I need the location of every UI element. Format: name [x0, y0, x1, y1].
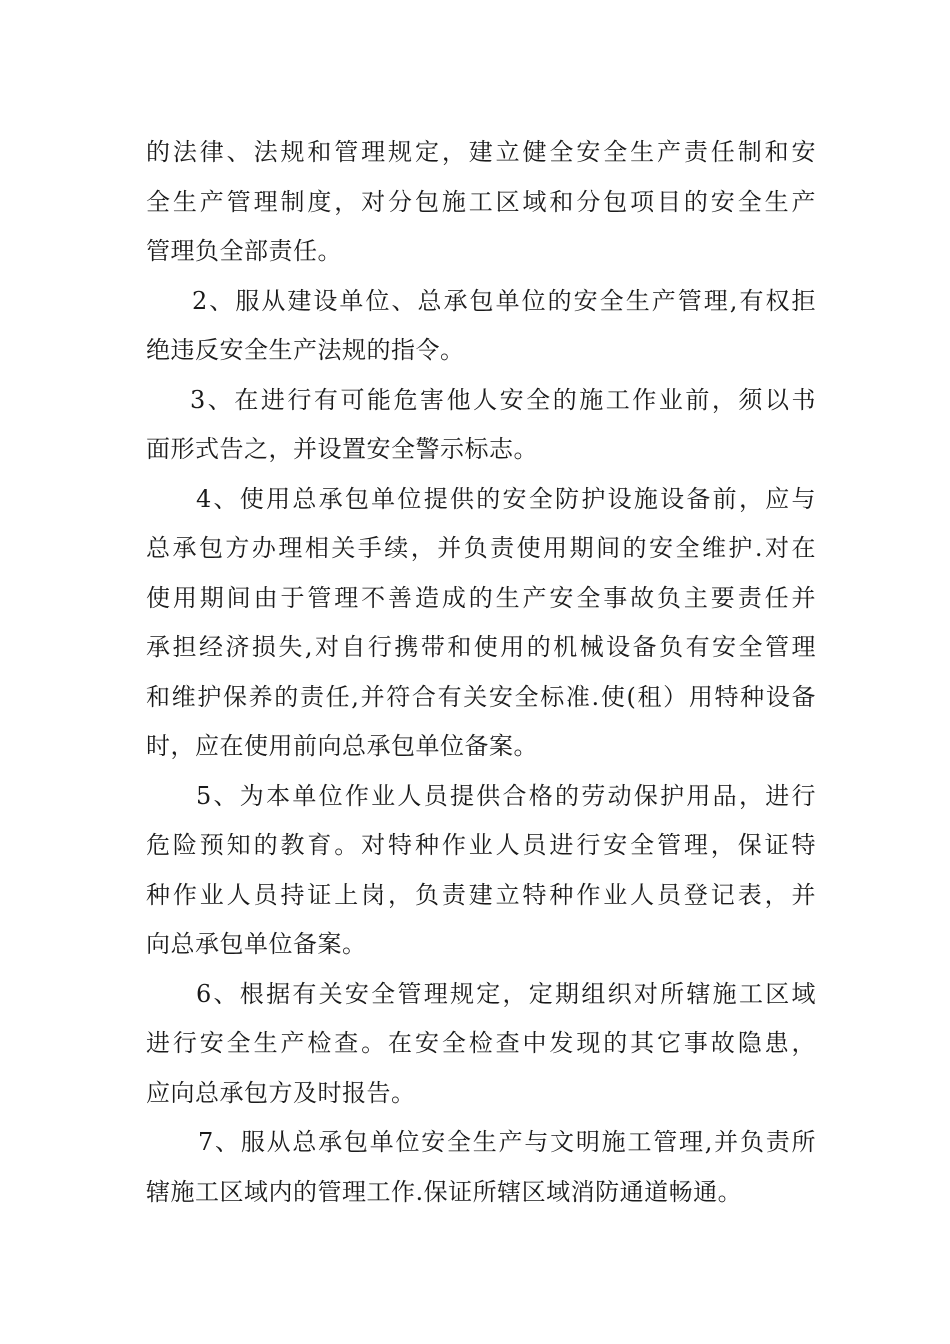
text-line: 6、根据有关安全管理规定，定期组织对所辖施工区域 [196, 979, 816, 1008]
text-line: 种作业人员持证上岗，负责建立特种作业人员登记表，并 [146, 880, 816, 909]
paragraph-item-3 [146, 376, 816, 475]
text-line: 面形式告之，并设置安全警示标志。 [146, 435, 538, 463]
text-line: 总承包方办理相关手续，并负责使用期间的安全维护.对在 [146, 534, 816, 562]
paragraph-item-4 [146, 475, 816, 772]
paragraph-item-6 [146, 970, 816, 1119]
text-line: 2、服从建设单位、总承包单位的安全生产管理,有权拒 [192, 286, 816, 315]
text-line: 使用期间由于管理不善造成的生产安全事故负主要责任并 [146, 583, 816, 612]
text-line: 管理负全部责任。 [146, 237, 342, 265]
text-line: 进行安全生产检查。在安全检查中发现的其它事故隐患， [146, 1029, 816, 1057]
text-line: 危险预知的教育。对特种作业人员进行安全管理，保证特 [146, 831, 816, 859]
text-line: 全生产管理制度，对分包施工区域和分包项目的安全生产 [146, 187, 816, 216]
text-line: 3、在进行有可能危害他人安全的施工作业前，须以书 [190, 385, 816, 414]
text-line: 7、服从总承包单位安全生产与文明施工管理,并负责所 [198, 1128, 816, 1156]
text-line: 承担经济损失,对自行携带和使用的机械设备负有安全管理 [146, 633, 816, 661]
text-line: 4、使用总承包单位提供的安全防护设施设备前，应与 [196, 484, 816, 513]
text-line: 辖施工区域内的管理工作.保证所辖区域消防通道畅通。 [146, 1177, 743, 1206]
paragraph-responsibility-intro [146, 128, 816, 277]
text-line: 5、为本单位作业人员提供合格的劳动保护用品，进行 [196, 781, 816, 810]
text-line: 向总承包单位备案。 [146, 930, 367, 958]
paragraph-item-7 [146, 1118, 816, 1217]
text-line: 和维护保养的责任,并符合有关安全标准.使(租）用特种设备 [146, 682, 816, 711]
text-line: 时，应在使用前向总承包单位备案。 [146, 732, 538, 760]
paragraph-item-5 [146, 772, 816, 970]
text-line: 绝违反安全生产法规的指令。 [146, 336, 465, 364]
text-line: 的法律、法规和管理规定，建立健全安全生产责任制和安 [146, 138, 816, 166]
paragraph-item-2 [146, 277, 816, 376]
text-line: 应向总承包方及时报告。 [146, 1078, 416, 1107]
document-body [146, 128, 816, 1217]
